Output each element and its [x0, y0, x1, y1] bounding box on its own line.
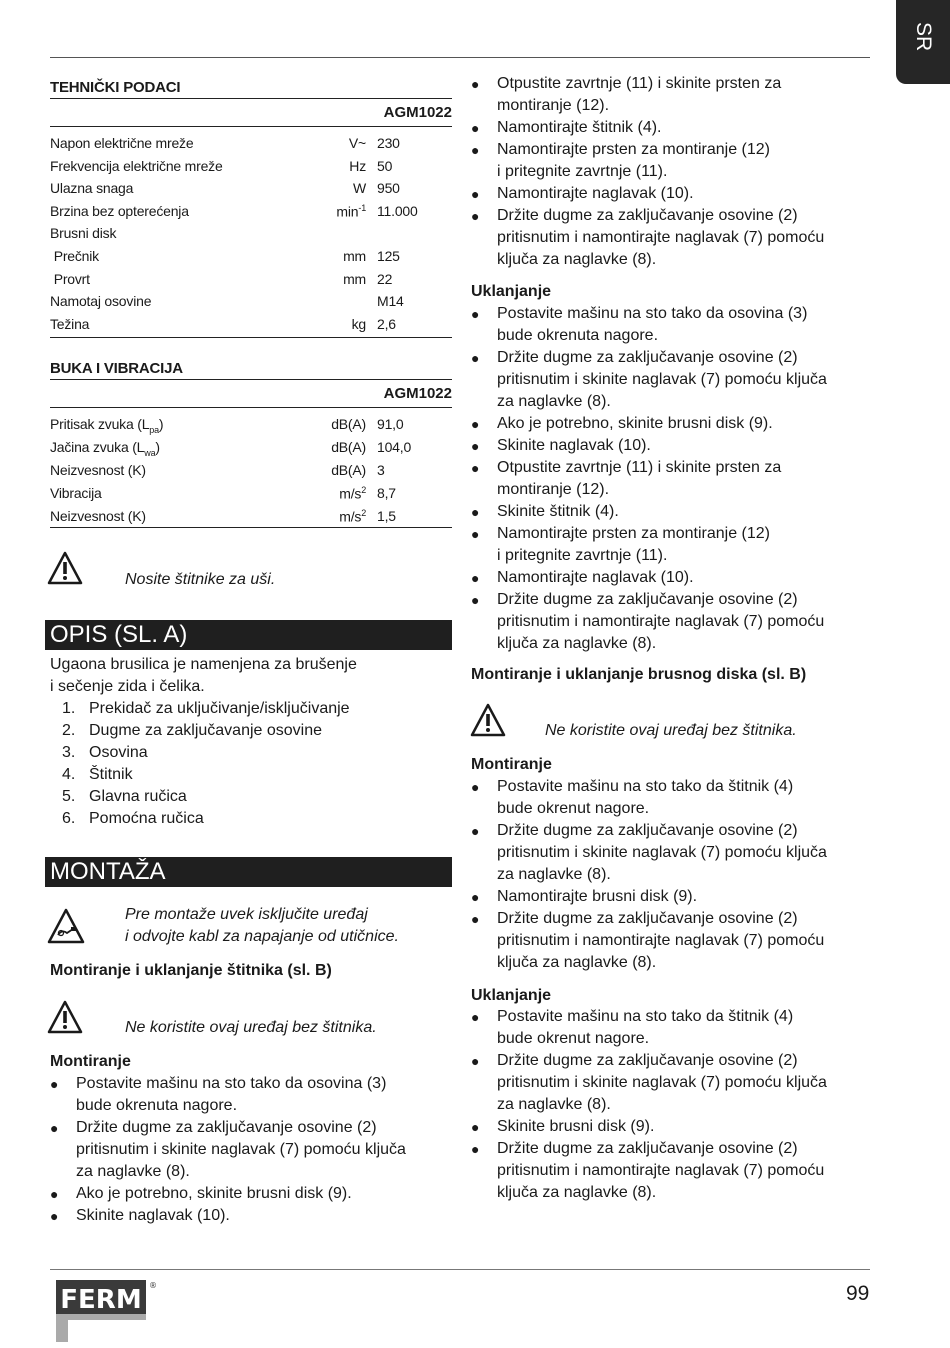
step-line: ● Skinite brusni disk (9).: [497, 1118, 655, 1135]
noise-value: 3: [377, 462, 385, 478]
noise-label-text: Pritisak zvuka (L: [50, 416, 150, 432]
part-item: [62, 720, 350, 742]
step-item: [471, 501, 881, 523]
disk-mount-steps: [471, 776, 881, 974]
step-item: [471, 1116, 881, 1138]
step-line: ● Otpustite zavrtnje (11) i skinite prsten za: [497, 75, 782, 92]
spec-label: Ulazna snaga: [50, 180, 134, 197]
step-line: ● Namontirajte naglavak (10).: [497, 569, 694, 586]
noise-value: 104,0: [377, 439, 412, 455]
step-line: ● Skinite naglavak (10).: [76, 1207, 230, 1224]
spec-unit-text: mm: [343, 270, 366, 287]
step-line: pritisnutim i skinite naglavak (7) pomoću ključa: [76, 1141, 406, 1158]
step-line: za naglavke (8).: [497, 393, 611, 410]
spec-unit: [353, 180, 366, 196]
part-name: Osovina: [89, 744, 148, 761]
step-line: ključa za naglavke (8).: [497, 1184, 657, 1201]
step-line: pritisnutim i namontirajte naglavak (7) pomoću: [497, 229, 825, 246]
specs-rule-top: [50, 98, 452, 99]
step-item: [471, 117, 881, 139]
step-line: ● Namontirajte prsten za montiranje (12): [497, 141, 771, 158]
step-line: ključa za naglavke (8).: [497, 251, 657, 268]
noise-rule-top: [50, 379, 452, 380]
noise-unit-sup: 2: [361, 485, 366, 495]
spec-unit-text: V~: [348, 135, 366, 151]
step-line: za naglavke (8).: [497, 1096, 611, 1113]
language-code: SR: [912, 22, 935, 52]
step-line: i pritegnite zavrtnje (11).: [497, 547, 668, 564]
opis-intro: [50, 654, 357, 698]
step-line: ● Postavite mašinu na sto tako da osovina (3): [76, 1075, 387, 1092]
step-line: ● Namontirajte štitnik (4).: [497, 119, 662, 136]
spec-unit: [343, 248, 366, 264]
step-line: pritisnutim i namontirajte naglavak (7) pomoću: [497, 613, 825, 630]
specs-model: AGM1022: [383, 104, 452, 121]
part-item: [62, 786, 350, 808]
step-item: [50, 1205, 452, 1227]
part-name: Pomoćna ručica: [89, 810, 204, 827]
noise-title: BUKA I VIBRACIJA: [50, 360, 183, 377]
disk-mount-title: Montiranje: [471, 756, 552, 773]
step-item: [471, 908, 881, 974]
noise-unit: [339, 485, 366, 502]
step-line: ● Namontirajte naglavak (10).: [497, 185, 694, 202]
spec-label: Provrt: [50, 270, 90, 287]
step-item: [471, 457, 881, 501]
top-rule: [50, 57, 870, 58]
step-line: bude okrenuta nagore.: [497, 327, 659, 344]
step-line: bude okrenut nagore.: [497, 800, 650, 817]
noise-model: AGM1022: [383, 385, 452, 402]
step-line: pritisnutim i skinite naglavak (7) pomoću ključa: [497, 844, 827, 861]
spec-label: Frekvencija električne mreže: [50, 157, 223, 174]
part-number: 3.: [62, 744, 76, 761]
spec-row: [50, 135, 452, 157]
step-item: [471, 347, 881, 413]
noise-value: 8,7: [377, 485, 396, 501]
step-item: [471, 73, 881, 117]
spec-label: Težina: [50, 315, 90, 332]
spec-unit-text: min: [336, 203, 359, 220]
step-line: ● Namontirajte prsten za montiranje (12): [497, 525, 771, 542]
step-line: ● Skinite štitnik (4).: [497, 503, 619, 520]
noise-unit: [339, 508, 366, 525]
language-tab: [896, 0, 950, 84]
noise-unit-text: dB(A): [331, 462, 366, 478]
step-line: ● Držite dugme za zaključavanje osovine (2): [497, 591, 798, 608]
part-number: 1.: [62, 700, 76, 717]
noise-label: [50, 485, 102, 501]
step-item: [471, 820, 881, 886]
noise-label-text: Vibracija: [50, 485, 102, 501]
spec-value: 125: [377, 248, 400, 264]
step-item: [471, 1006, 881, 1050]
step-item: [471, 567, 881, 589]
unplug-warning-icon: [47, 907, 85, 945]
step-line: ključa za naglavke (8).: [497, 954, 657, 971]
part-number: 6.: [62, 810, 76, 827]
step-line: pritisnutim i skinite naglavak (7) pomoću ključa: [497, 371, 827, 388]
noise-label-text: Jačina zvuka (L: [50, 439, 145, 455]
mount-title: Montiranje: [50, 1053, 131, 1070]
step-line: ● Držite dugme za zaključavanje osovine (2): [497, 822, 798, 839]
part-name: Prekidač za uključivanje/isključivanje: [89, 700, 350, 717]
step-line: ● Držite dugme za zaključavanje osovine (2): [497, 1140, 798, 1157]
noise-unit: [331, 439, 366, 455]
part-name: Glavna ručica: [89, 788, 187, 805]
step-item: [50, 1183, 452, 1205]
spec-unit: [336, 203, 366, 220]
step-line: pritisnutim i namontirajte naglavak (7) pomoću: [497, 1162, 825, 1179]
step-line: montiranje (12).: [497, 97, 610, 114]
noise-value: 1,5: [377, 508, 396, 524]
part-number: 2.: [62, 722, 76, 739]
step-line: ● Držite dugme za zaključavanje osovine (2): [497, 1052, 798, 1069]
noise-label: [50, 416, 163, 435]
noise-label-end: ): [155, 439, 160, 455]
part-item: [62, 698, 350, 720]
spec-label: Brusni disk: [50, 225, 117, 242]
noise-row: [50, 439, 452, 461]
spec-unit: [349, 135, 366, 151]
noise-row: [50, 416, 452, 438]
warning-ears-text: Nosite štitnike za uši.: [125, 571, 276, 588]
step-item: [50, 1073, 452, 1117]
step-item: [471, 183, 881, 205]
noise-unit-text: m/s: [339, 485, 362, 502]
spec-row: [50, 203, 452, 225]
noise-label-sub: wa: [144, 447, 156, 458]
part-item: [62, 808, 350, 830]
montaza-heading: MONTAŽA: [45, 857, 452, 887]
warning-unplug-line: Pre montaže uvek isključite uređaj: [125, 906, 368, 923]
spec-row: [50, 293, 452, 315]
step-item: [471, 776, 881, 820]
step-item: [471, 435, 881, 457]
specs-rule-bottom: [50, 337, 452, 338]
spec-row: [50, 316, 452, 338]
step-line: bude okrenut nagore.: [497, 1030, 650, 1047]
step-line: pritisnutim i skinite naglavak (7) pomoću ključa: [497, 1074, 827, 1091]
step-line: ključa za naglavke (8).: [497, 635, 657, 652]
step-item: [471, 523, 881, 567]
parts-list: [62, 698, 350, 830]
part-name: Dugme za zaključavanje osovine: [89, 722, 323, 739]
step-item: [471, 1050, 881, 1116]
spec-row: [50, 225, 452, 247]
step-line: i pritegnite zavrtnje (11).: [497, 163, 668, 180]
spec-unit: [343, 271, 366, 287]
step-line: za naglavke (8).: [497, 866, 611, 883]
step-item: [471, 303, 881, 347]
step-item: [471, 886, 881, 908]
spec-row: [50, 180, 452, 202]
step-line: za naglavke (8).: [76, 1163, 190, 1180]
noise-unit-text: dB(A): [331, 439, 366, 455]
spec-unit: [349, 158, 366, 174]
noise-unit-text: dB(A): [331, 416, 366, 432]
spec-unit-text: kg: [351, 315, 366, 332]
spec-value: M14: [377, 293, 404, 310]
step-item: [471, 589, 881, 655]
noise-rule-bottom: [50, 527, 452, 528]
disk-remove-steps: [471, 1006, 881, 1204]
noise-rule-header: [50, 407, 452, 408]
noise-unit-sup: 2: [361, 508, 366, 518]
noise-label-end: ): [158, 416, 164, 432]
step-item: [50, 1117, 452, 1183]
warning-guard-text: Ne koristite ovaj uređaj bez štitnika.: [125, 1019, 377, 1036]
part-number: 4.: [62, 766, 76, 783]
part-name: Štitnik: [89, 766, 133, 783]
remove-steps: [471, 303, 881, 655]
mount-steps: [50, 1073, 452, 1227]
noise-value: 91,0: [377, 416, 404, 432]
guard-mount-steps-continued: [471, 73, 881, 271]
noise-unit-text: m/s: [339, 508, 362, 525]
warning-icon: [47, 999, 83, 1035]
registered-mark-icon: ®: [149, 1281, 157, 1290]
step-line: montiranje (12).: [497, 481, 610, 498]
guard-section-title: Montiranje i uklanjanje štitnika (sl. B): [50, 962, 332, 979]
spec-label: Napon električne mreže: [50, 135, 194, 151]
spec-unit-sup: -1: [358, 202, 366, 213]
noise-label: [50, 462, 146, 478]
warning-icon: [470, 702, 506, 738]
noise-unit: [331, 416, 366, 432]
spec-value: 950: [377, 180, 400, 197]
step-line: ● Postavite mašinu na sto tako da štitnik (4): [497, 1008, 794, 1025]
step-line: ● Postavite mašinu na sto tako da osovina (3): [497, 305, 808, 322]
step-line: ● Skinite naglavak (10).: [497, 437, 651, 454]
spec-value: 230: [377, 135, 400, 151]
step-line: ● Držite dugme za zaključavanje osovine (2): [76, 1119, 377, 1136]
step-line: ● Ako je potrebno, skinite brusni disk (9).: [76, 1185, 352, 1202]
noise-label-text: Neizvesnost (K): [50, 462, 146, 478]
noise-label: [50, 508, 146, 524]
warning-unplug-text: [125, 904, 399, 948]
step-line: ● Držite dugme za zaključavanje osovine (2): [497, 910, 798, 927]
noise-label-sub: pa: [149, 424, 159, 435]
warning-unplug-line: i odvojte kabl za napajanje od utičnice.: [125, 928, 399, 945]
disk-section-title: Montiranje i uklanjanje brusnog diska (sl. B): [471, 666, 807, 683]
spec-value: 2,6: [377, 315, 396, 332]
spec-value: 11.000: [377, 202, 418, 219]
spec-unit-text: W: [352, 180, 366, 197]
noise-label: [50, 439, 160, 458]
noise-label-text: Neizvesnost (K): [50, 508, 146, 524]
ferm-logo: [54, 1278, 157, 1344]
spec-label: Prečnik: [50, 248, 99, 264]
step-item: [471, 139, 881, 183]
part-item: [62, 764, 350, 786]
part-item: [62, 742, 350, 764]
logo-text: FERM: [60, 1285, 142, 1315]
specs-title: TEHNIČKI PODACI: [50, 79, 181, 96]
warning-disk-text: Ne koristite ovaj uređaj bez štitnika.: [545, 722, 797, 739]
step-line: ● Ako je potrebno, skinite brusni disk (9).: [497, 415, 773, 432]
opis-heading: OPIS (SL. A): [45, 620, 452, 650]
step-line: ● Držite dugme za zaključavanje osovine (2): [497, 349, 798, 366]
spec-row: [50, 158, 452, 180]
part-number: 5.: [62, 788, 76, 805]
noise-row: [50, 485, 452, 507]
step-item: [471, 413, 881, 435]
step-line: pritisnutim i namontirajte naglavak (7) pomoću: [497, 932, 825, 949]
step-line: ● Namontirajte brusni disk (9).: [497, 888, 698, 905]
bottom-rule: [50, 1269, 870, 1270]
step-line: ● Otpustite zavrtnje (11) i skinite prsten za: [497, 459, 782, 476]
step-item: [471, 205, 881, 271]
page-number: 99: [846, 1282, 870, 1305]
spec-value: 22: [377, 270, 393, 287]
spec-unit-text: mm: [343, 248, 366, 264]
step-line: ● Postavite mašinu na sto tako da štitnik (4): [497, 778, 794, 795]
specs-rule-header: [50, 126, 452, 127]
step-line: ● Držite dugme za zaključavanje osovine (2): [497, 207, 798, 224]
spec-label: Brzina bez opterećenja: [50, 202, 189, 219]
spec-row: [50, 271, 452, 293]
spec-label: Namotaj osovine: [50, 293, 152, 310]
disk-remove-title: Uklanjanje: [471, 987, 552, 1004]
opis-intro-line: Ugaona brusilica je namenjena za brušenje: [50, 656, 357, 673]
noise-row: [50, 462, 452, 484]
noise-unit: [331, 462, 366, 478]
step-line: bude okrenuta nagore.: [76, 1097, 238, 1114]
remove-title: Uklanjanje: [471, 283, 552, 300]
spec-unit-text: Hz: [349, 157, 366, 174]
opis-intro-line: i sečenje zida i čelika.: [50, 678, 205, 695]
spec-unit: [352, 316, 366, 332]
warning-icon: [47, 550, 83, 586]
step-item: [471, 1138, 881, 1204]
spec-value: 50: [377, 157, 393, 174]
spec-row: [50, 248, 452, 270]
